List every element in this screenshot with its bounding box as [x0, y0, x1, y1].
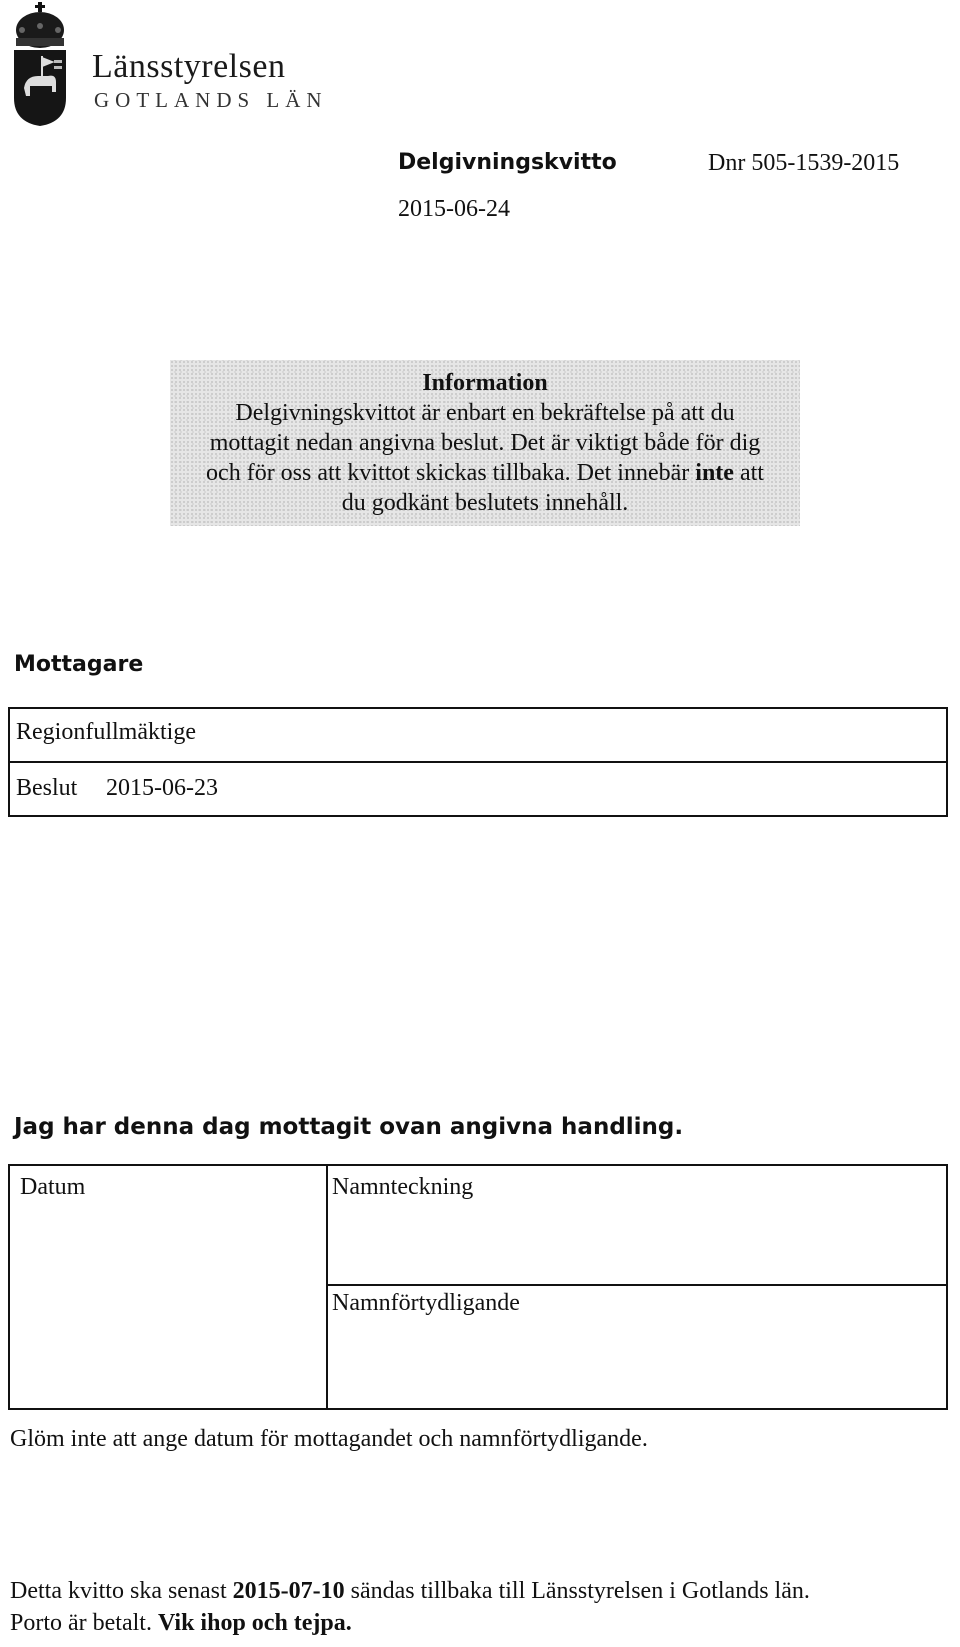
name-clarification-field[interactable]: Namnförtydligande	[332, 1290, 520, 1316]
decision-row	[10, 763, 946, 815]
decision-date: 2015-06-23	[106, 775, 218, 801]
org-name: Länsstyrelsen	[92, 48, 286, 85]
footer-line: Porto är betalt. Vik ihop och tejpa.	[10, 1610, 352, 1636]
info-line: du godkänt beslutets innehåll.	[341, 490, 629, 516]
info-heading: Information	[422, 370, 548, 396]
recipient-table	[8, 707, 948, 817]
receipt-statement: Jag har denna dag mottagit ovan angivna handling.	[14, 1114, 684, 1140]
coat-of-arms-icon	[12, 0, 68, 128]
recipient-heading: Mottagare	[14, 652, 144, 677]
info-line: och för oss att kvittot skickas tillbaka. Det innebär inte att	[206, 460, 764, 486]
info-emphasis: inte	[695, 460, 734, 486]
deadline-date: 2015-07-10	[232, 1578, 345, 1604]
signature-table	[8, 1164, 948, 1410]
info-line: mottagit nedan angivna beslut. Det är viktigt både för dig	[209, 430, 761, 456]
footer-line: Detta kvitto ska senast 2015-07-10 sändas tillbaka till Länsstyrelsen i Gotlands län.	[10, 1578, 810, 1604]
info-line: Delgivningskvittot är enbart en bekräftelse på att du	[235, 400, 735, 426]
date-field[interactable]: Datum	[20, 1174, 86, 1200]
fold-instruction: Vik ihop och tejpa.	[157, 1610, 352, 1636]
table-divider	[326, 1166, 328, 1408]
decision-label: Beslut	[16, 775, 78, 801]
document-date: 2015-06-24	[398, 196, 510, 222]
signature-field[interactable]: Namnteckning	[332, 1174, 474, 1200]
reminder-text: Glöm inte att ange datum för mottagandet och namnförtydligande.	[10, 1426, 648, 1452]
org-subtitle: GOTLANDS LÄN	[94, 88, 328, 112]
document-number: Dnr 505-1539-2015	[708, 150, 900, 176]
table-divider	[326, 1284, 946, 1286]
recipient-name: Regionfullmäktige	[16, 719, 196, 745]
recipient-row	[10, 709, 946, 763]
info-box	[170, 360, 800, 526]
document-title: Delgivningskvitto	[398, 150, 617, 175]
